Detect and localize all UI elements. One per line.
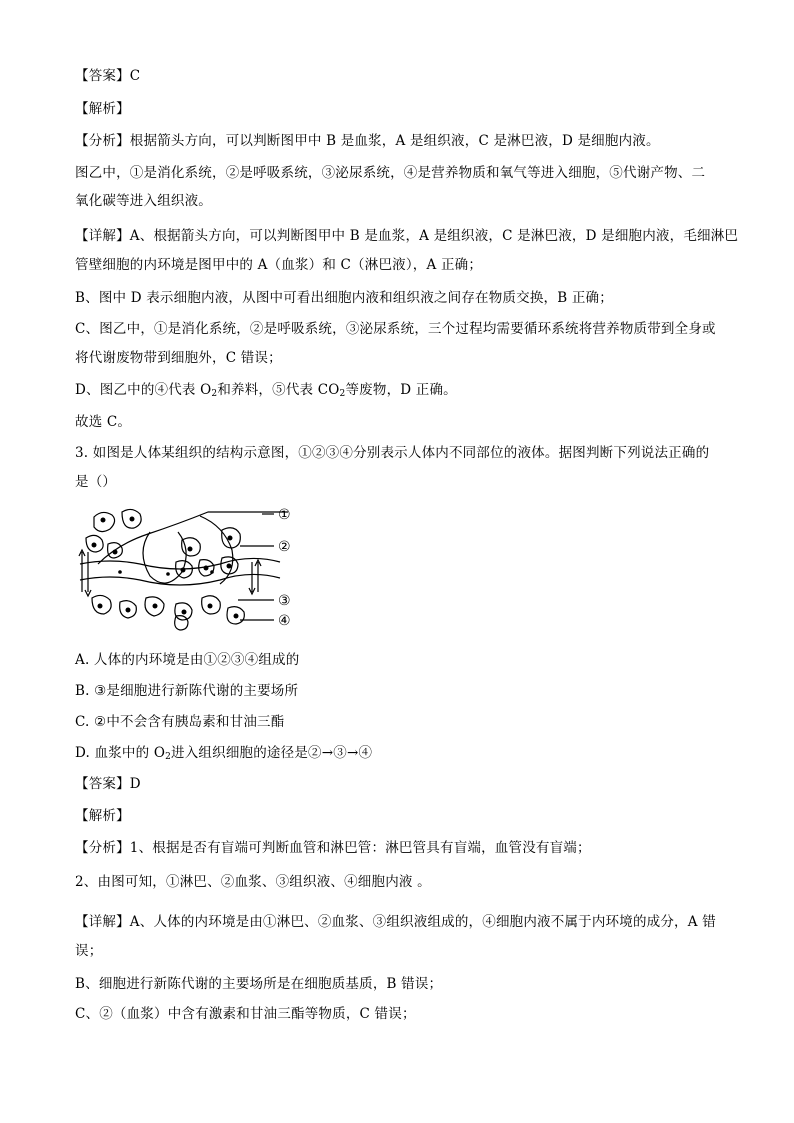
- question-3-stem-1: 3. 如图是人体某组织的结构示意图，①②③④分别表示人体内不同部位的液体。据图判断下列说法正确的: [75, 445, 710, 461]
- nucleus: [204, 566, 209, 571]
- option-d: D. 血浆中的 $O_2$进入组织细胞的途径是②→③→④: [75, 745, 373, 762]
- red-blood-cell: [166, 572, 170, 576]
- right-arrowheads: [249, 560, 261, 594]
- diagram-label-1: ①: [278, 507, 291, 523]
- nucleus: [153, 604, 158, 609]
- nucleus: [181, 568, 186, 573]
- analysis-text: 【分析】根据箭头方向，可以判断图甲中 B 是血浆，A 是组织液，C 是淋巴液，D 是细胞内液。: [75, 133, 660, 149]
- red-blood-cell: [210, 570, 214, 574]
- nucleus: [182, 610, 187, 615]
- diagram-label-3: ③: [278, 593, 291, 609]
- answer-line: 【答案】C: [75, 68, 141, 84]
- detail-line-1: 【详解】A、根据箭头方向，可以判断图甲中 B 是血浆，A 是组织液，C 是淋巴液，D 是细胞内液，毛细淋巴: [75, 228, 739, 244]
- nucleus: [113, 550, 118, 555]
- answer-line-3: 【答案】D: [75, 776, 141, 792]
- detail-3-a-1: 【详解】A、人体的内环境是由①淋巴、②血浆、③组织液组成的，④细胞内液不属于内环境的成分，A 错: [75, 914, 716, 930]
- option-c: C. ②中不会含有胰岛素和甘油三酯: [75, 714, 285, 730]
- diagram-label-4: ④: [278, 613, 291, 629]
- detail-3-b: B、细胞进行新陈代谢的主要场所是在细胞质基质，B 错误；: [75, 976, 443, 992]
- detail-3-a-2: 误；: [75, 943, 103, 959]
- nucleus: [208, 604, 213, 609]
- option-c-explain-2: 将代谢废物带到细胞外，C 错误；: [75, 350, 282, 366]
- left-arrows: [82, 552, 88, 592]
- detail-3-c: C、②（血浆）中含有激素和甘油三酯等物质，C 错误；: [75, 1006, 416, 1022]
- left-arrowheads: [79, 550, 91, 596]
- tissue-structure-diagram: [72, 502, 302, 637]
- analysis-text-3-2: 2、由图可知，①淋巴、②血浆、③组织液、④细胞内液 。: [75, 874, 431, 890]
- nucleus: [130, 517, 135, 522]
- diagram-label-2: ②: [278, 539, 291, 555]
- analysis-heading: 【解析】: [75, 101, 130, 117]
- option-b: B. ③是细胞进行新陈代谢的主要场所: [75, 683, 299, 699]
- right-arrows: [252, 562, 258, 592]
- loop-vessel: [143, 532, 186, 583]
- option-b-explain: B、图中 D 表示细胞内液，从图中可看出细胞内液和组织液之间存在物质交换，B 正确；: [75, 290, 613, 306]
- detail-line-2: 管壁细胞的内环境是图甲中的 A（血浆）和 C（淋巴液），A 正确；: [75, 257, 483, 273]
- nucleus: [92, 543, 97, 548]
- capillary: [80, 558, 280, 569]
- nucleus: [228, 536, 233, 541]
- analysis-text-3-1: 【分析】1、根据是否有盲端可判断血管和淋巴管：淋巴管具有盲端，血管没有盲端；: [75, 840, 591, 856]
- nucleus: [98, 604, 103, 609]
- red-blood-cell: [118, 570, 122, 574]
- nucleus: [188, 547, 193, 552]
- figure-yi-text-1: 图乙中，①是消化系统，②是呼吸系统，③泌尿系统，④是营养物质和氧气等进入细胞，⑤代谢产物、二: [75, 165, 706, 181]
- figure-yi-text-2: 氧化碳等进入组织液。: [75, 193, 212, 209]
- nucleus: [227, 564, 232, 569]
- option-c-explain-1: C、图乙中，①是消化系统，②是呼吸系统，③泌尿系统，三个过程均需要循环系统将营养物质带到全身或: [75, 321, 716, 337]
- analysis-heading-3: 【解析】: [75, 808, 130, 824]
- option-d-explain: D、图乙中的④代表 $O_2$和养料，⑤代表 $CO_2$等废物，D 正确。: [75, 382, 457, 399]
- option-a: A. 人体的内环境是由①②③④组成的: [75, 652, 300, 668]
- nucleus: [234, 614, 239, 619]
- question-3-stem-2: 是（）: [75, 474, 117, 490]
- nucleus: [101, 518, 106, 523]
- nucleus: [126, 608, 131, 613]
- choose-line: 故选 C。: [75, 414, 132, 430]
